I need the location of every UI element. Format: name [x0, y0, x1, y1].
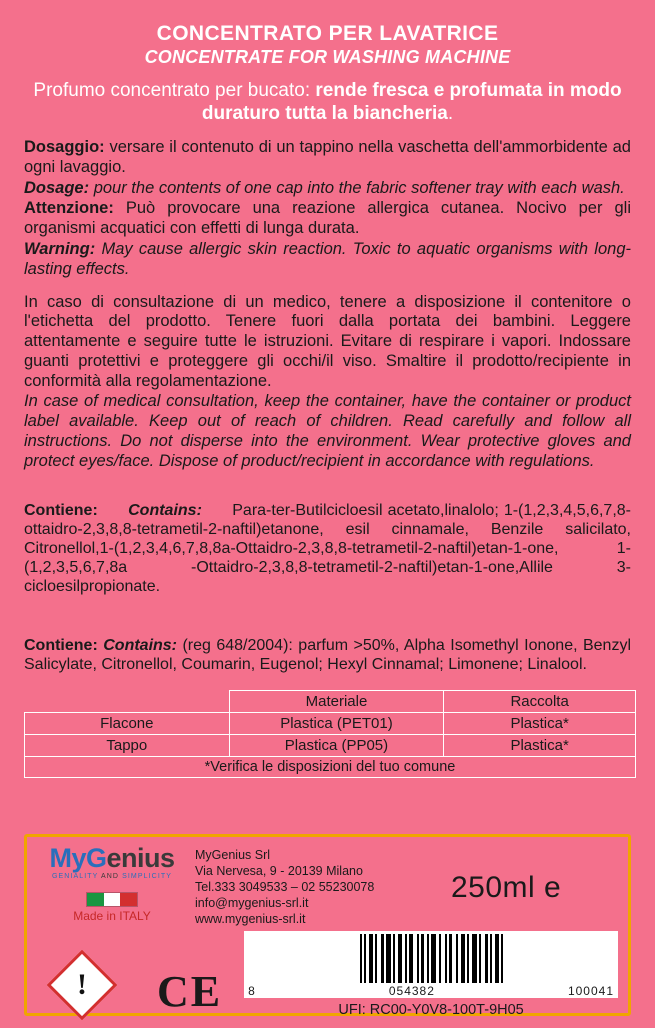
ingredients-list: Para-ter-Butilcicloesil acetato,linalolo; 1-(1,2,3,4,5,6,7,8-ottaidro-2,3,8,8-tetrametil-2-naftil)etanone, esil cinnamale, Benzile salicilato, Citronellol,1-(1,2,3,4,6,7,8,8a-Ottaidro-2,3,8,8-tetrametil-2-naftil)etan-1-one, 1-(1,2,3,5,6,7,8a -Ottaidro-2,3,8,8-tetrametil-2-naftil)etan-1-one,Allile 3-cicloesilpropionate.	[24, 501, 632, 596]
company-name: MyGenius Srl	[195, 848, 271, 862]
materials-table	[24, 690, 636, 778]
logo-enius: enius	[106, 843, 175, 873]
footer-top	[37, 845, 618, 927]
logo-g: G	[85, 843, 107, 873]
table-header-materiale: Materiale	[229, 690, 444, 712]
barcode-digit-left: 8	[248, 984, 256, 998]
barcode-group-1: 054382	[388, 984, 435, 998]
advice-en: In case of medical consultation, keep the container, have the container or product label available. Keep out of reach of children. Read carefully and follow all instructions. Do not disperse into the environment. Wear protective gloves and protect eyes/face. Dispose of product/recipient in accordance with regulations.	[24, 392, 631, 470]
brand-logo	[37, 845, 187, 872]
company-website: www.mygenius-srl.it	[195, 912, 306, 926]
table-note-row	[25, 756, 636, 777]
warning-text-en: May cause allergic skin reaction. Toxic to aquatic organisms with long-lasting effects.	[24, 239, 631, 278]
dosage-it	[24, 138, 631, 178]
logo-my: My	[49, 843, 86, 873]
claim-bold: rende fresca e profumata in modo duraturo tutta la biancheria	[201, 80, 622, 124]
table-header-raccolta: Raccolta	[444, 690, 636, 712]
company-address	[187, 845, 433, 927]
brand-tagline	[37, 873, 187, 880]
table-row	[25, 734, 636, 756]
ce-mark-icon: CE	[157, 967, 223, 1016]
contains2-label-en: Contains:	[103, 636, 178, 654]
product-title-it: CONCENTRATO PER LAVATRICE	[156, 22, 499, 45]
footer-bottom	[37, 931, 618, 1018]
dosage-text-en: pour the contents of one cap into the fabric softener tray with each wash.	[89, 178, 625, 197]
row-flacone-material: Plastica (PET01)	[229, 712, 444, 734]
tagline-and: AND	[98, 873, 123, 880]
spacer	[24, 281, 631, 293]
table-header-row	[25, 690, 636, 712]
italian-flag-icon	[86, 892, 138, 907]
brand-block	[37, 845, 187, 923]
contains2-label-it: Contiene:	[24, 636, 98, 654]
row-flacone-collection: Plastica*	[444, 712, 636, 734]
warning-label-en: Warning:	[24, 239, 96, 258]
barcode-block	[222, 931, 618, 1018]
contains-label-it: Contiene:	[24, 501, 98, 519]
net-volume: 250ml e	[451, 871, 562, 904]
footer-panel	[24, 834, 631, 1016]
title-block	[24, 22, 631, 68]
exclamation-hazard-icon	[49, 952, 115, 1018]
company-email: info@mygenius-srl.it	[195, 896, 309, 910]
row-flacone-name: Flacone	[25, 712, 230, 734]
ingredients-perfume	[24, 501, 631, 597]
spacer-3	[24, 613, 631, 620]
table-note: *Verifica le disposizioni del tuo comune	[25, 756, 636, 777]
tagline-simplicity: SIMPLICITY	[122, 873, 173, 880]
made-in-italy: Made in ITALY	[73, 909, 151, 923]
company-street: Via Nervesa, 9 - 20139 Milano	[195, 864, 363, 878]
advice-it: In caso di consultazione di un medico, tenere a disposizione il contenitore o l'etichetta del prodotto. Tenere fuori dalla portata dei bambini. Leggere attentamente e seguire tutte le istruzioni. Evitare di respirare i vapori. Indossare guanti protettivi e proteggere gli occhi/il viso. Smaltire il prodotto/recipiente in conformità alla regolamentazione.	[24, 292, 631, 390]
dosage-text-it: versare il contenuto di un tappino nella vaschetta dell'ammorbidente ad ogni lavaggio.	[24, 137, 631, 176]
ufi-code: UFI: RC00-Y0V8-100T-9H05	[338, 1002, 524, 1018]
dosage-label-en: Dosage:	[24, 178, 90, 197]
ingredients-list-2: (reg 648/2004): parfum >50%, Alpha Isomethyl Ionone, Benzyl Salicylate, Citronellol, Coumarin, Eugenol; Hexyl Cinnamal; Limonene; Linalool.	[24, 636, 632, 673]
tagline-geniality: GENIALITY	[51, 873, 99, 880]
warning-text-it: Può provocare una reazione allergica cutanea. Nocivo per gli organismi acquatici con effetti di lunga durata.	[24, 199, 631, 238]
dosage-label-it: Dosaggio:	[24, 137, 105, 156]
instructions-block	[24, 138, 631, 674]
hazard-exclamation-mark: !	[77, 968, 87, 1001]
claim-prefix: Profumo concentrato per bucato:	[33, 80, 316, 102]
warning-it	[24, 199, 631, 239]
barcode-icon	[244, 931, 618, 983]
spacer-2	[24, 473, 631, 485]
barcode-numbers	[244, 983, 618, 998]
table-corner-cell	[25, 690, 230, 712]
table-row	[25, 712, 636, 734]
ingredients-regulation	[24, 636, 631, 674]
product-title-en: CONCENTRATE FOR WASHING MACHINE	[144, 46, 511, 67]
warning-en	[24, 240, 631, 280]
row-tappo-name: Tappo	[25, 734, 230, 756]
row-tappo-material: Plastica (PP05)	[229, 734, 444, 756]
company-phone: Tel.333 3049533 – 02 55230078	[195, 880, 375, 894]
product-claim	[24, 80, 631, 125]
row-tappo-collection: Plastica*	[444, 734, 636, 756]
contains-label-en: Contains:	[128, 501, 202, 519]
warning-label-it: Attenzione:	[24, 199, 114, 218]
barcode-group-2: 100041	[567, 984, 614, 998]
claim-suffix: .	[447, 102, 454, 124]
dosage-en	[24, 179, 631, 199]
